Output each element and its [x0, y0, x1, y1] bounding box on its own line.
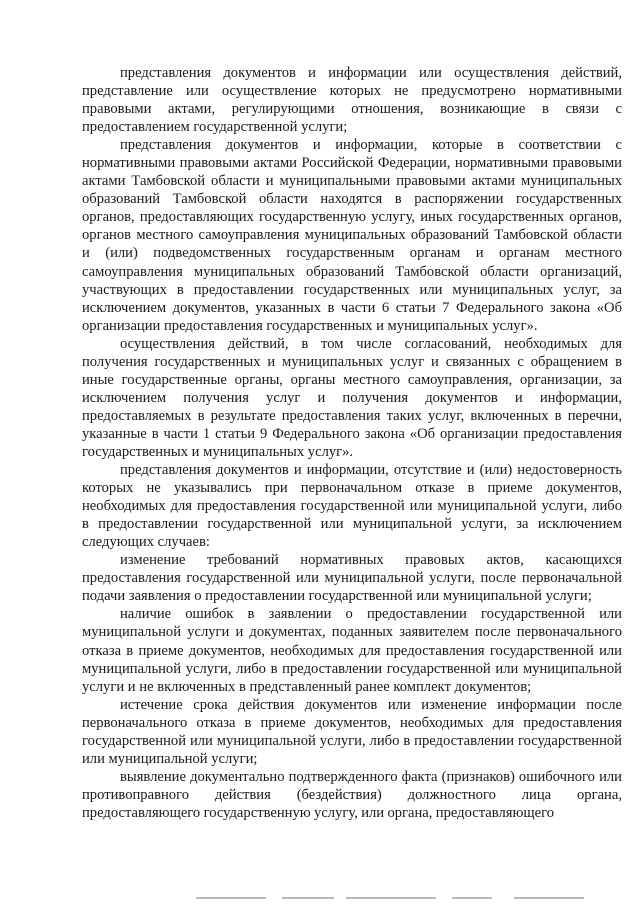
scan-edge-segment — [452, 897, 492, 899]
paragraph-4: представления документов и информации, отсутствие и (или) недостоверность которых не указывались при первоначальном отказе в приеме документов, необходимых для предоставления государственной или муниципальной услуги, либо в предоставлении государственной или муниципальной услуги, за исключением следующих случаев: — [82, 462, 622, 551]
scan-edge-segment — [282, 897, 334, 899]
paragraph-8: выявление документально подтвержденного факта (признаков) ошибочного или противоправного действия (бездействия) должностного лица органа, предоставляющего государственную услугу, или органа, предоставляющего — [82, 768, 622, 821]
paragraph-7: истечение срока действия документов или изменение информации после первоначального отказа в приеме документов, необходимых для предоставления государственной или муниципальной услуги, либо в предоставлении государственной или муниципальной услуги; — [82, 696, 622, 767]
document-body — [82, 64, 622, 822]
paragraph-2: представления документов и информации, которые в соответствии с нормативными правовыми актами Российской Федерации, нормативными правовыми актами Тамбовской области и муниципальными правовыми актами муниципальных образований Тамбовской области находятся в распоряжении государственных органов, предоставляющих государственную услугу, иных государственных органов, органов местного самоуправления муниципальных образований Тамбовской области и (или) подведомственных государственным органам и органам местного самоуправления муниципальных образований Тамбовской области организаций, участвующих в предоставлении государственных или муниципальных услуг, за исключением документов, указанных в части 6 статьи 7 Федерального закона «Об организации предоставления государственных и муниципальных услуг». — [82, 137, 622, 334]
scan-edge-segment — [196, 897, 266, 899]
scan-edge-artifact — [196, 897, 596, 900]
scan-edge-segment — [514, 897, 584, 899]
paragraph-3: осуществления действий, в том числе согласований, необходимых для получения государственных и муниципальных услуг и связанных с обращением в иные государственные органы, органы местного самоуправления, организации, за исключением получения услуг и получения документов и информации, предоставляемых в результате предоставления таких услуг, включенных в перечни, указанные в части 1 статьи 9 Федерального закона «Об организации предоставления государственных и муниципальных услуг». — [82, 335, 622, 460]
scan-edge-segment — [346, 897, 436, 899]
paragraph-1: представления документов и информации или осуществления действий, представление или осуществление которых не предусмотрено нормативными правовыми актами, регулирующими отношения, возникающие в связи с предоставлением государственной услуги; — [82, 65, 622, 136]
paragraph-5: изменение требований нормативных правовых актов, касающихся предоставления государственной или муниципальной услуги, после первоначальной подачи заявления о предоставлении государственной или муниципальной услуги; — [82, 552, 622, 605]
paragraph-6: наличие ошибок в заявлении о предоставлении государственной или муниципальной услуги и документах, поданных заявителем после первоначального отказа в приеме документов, необходимых для предоставления государственной или муниципальной услуги, либо в предоставлении государственной или муниципальной услуги и не включенных в представленный ранее комплект документов; — [82, 606, 622, 695]
